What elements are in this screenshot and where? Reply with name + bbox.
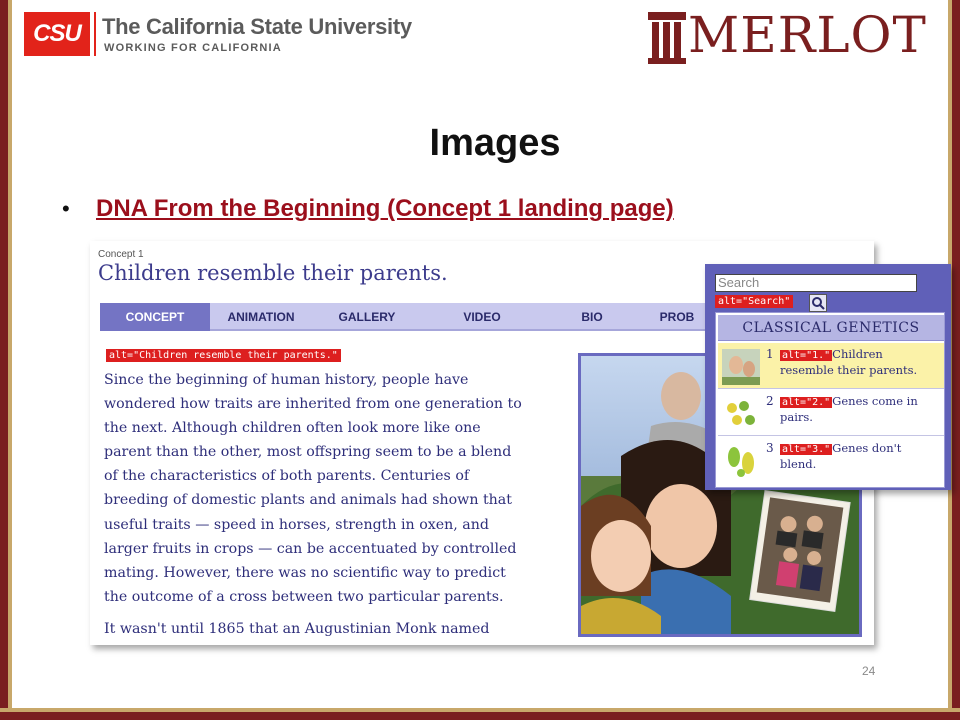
- slide-frame-left-accent: [8, 0, 12, 720]
- list-item-label-line2: resemble their parents.: [780, 363, 918, 377]
- list-item-text: [780, 441, 940, 472]
- alt-text-tag: alt="1.": [782, 350, 831, 361]
- slide-frame-bottom: [0, 712, 960, 720]
- genetics-topic-list: [715, 312, 945, 488]
- slide-frame-bottom-accent: [0, 708, 960, 712]
- csu-logo-divider: [94, 12, 96, 56]
- list-item-label: Genes come in: [832, 394, 918, 408]
- body-line: of the characteristics of both parents. Centuries of: [104, 468, 470, 485]
- classical-genetics-inset: [705, 264, 951, 490]
- list-item-label: Genes don't: [832, 441, 902, 455]
- list-item[interactable]: [718, 390, 944, 436]
- body-line: wondered how traits are inherited from one generation to: [104, 396, 522, 413]
- search-input[interactable]: Search: [715, 274, 917, 292]
- alt-text-tag: alt="3.": [782, 444, 831, 455]
- concept-label: Concept 1: [98, 249, 144, 260]
- peas-thumbnail-icon: [722, 396, 760, 432]
- bullet-icon: •: [62, 196, 70, 221]
- tab-problem[interactable]: PROB: [659, 310, 695, 324]
- family-thumbnail-icon: [722, 349, 760, 385]
- column-icon: [648, 12, 688, 64]
- concept-body-text: [104, 368, 564, 609]
- tab-bio[interactable]: BIO: [581, 310, 603, 324]
- body-line: mating. However, there was no scientific way to predict: [104, 564, 506, 581]
- list-item-label: Children: [832, 347, 883, 361]
- list-item-number: 3: [766, 441, 774, 455]
- alt-text-tag: alt="2.": [782, 397, 831, 408]
- list-item-number: 1: [766, 347, 774, 361]
- tab-video[interactable]: VIDEO: [463, 310, 501, 324]
- list-item-text: [780, 394, 940, 425]
- list-item-label-line2: blend.: [780, 457, 817, 471]
- tab-concept[interactable]: CONCEPT: [100, 303, 210, 331]
- body-line: useful traits — speed in horses, strength in oxen, and: [104, 516, 489, 533]
- csu-logo-name: The California State University: [102, 14, 412, 39]
- merlot-logo-text: MERLOT: [688, 6, 927, 64]
- slide-frame-right: [952, 0, 960, 720]
- pea-pods-thumbnail-icon: [722, 443, 760, 479]
- body-line: the outcome of a cross between two particular parents.: [104, 588, 504, 605]
- list-item-label-line2: pairs.: [780, 410, 813, 424]
- body-line: larger fruits in crops — can be accentuated by controlled: [104, 540, 517, 557]
- body-line: Since the beginning of human history, people have: [104, 372, 469, 388]
- search-alt-tag: alt="Search": [715, 295, 793, 308]
- tab-gallery[interactable]: GALLERY: [338, 310, 396, 324]
- concept-heading: Children resemble their parents.: [98, 261, 448, 285]
- list-item-number: 2: [766, 394, 774, 408]
- slide-frame-left: [0, 0, 8, 720]
- list-item-text: [780, 347, 940, 378]
- csu-logo-tagline: WORKING FOR CALIFORNIA: [104, 42, 282, 54]
- list-item[interactable]: [718, 437, 944, 483]
- list-item[interactable]: [718, 343, 944, 389]
- alt-text-tag: alt="Children resemble their parents.": [106, 349, 341, 362]
- body-continuation: It wasn't until 1865 that an Augustinian Monk named: [104, 621, 490, 637]
- page-number: 24: [862, 664, 876, 678]
- body-line: parent than the other, most offspring seem to be a blend: [104, 444, 512, 461]
- search-icon[interactable]: [809, 294, 827, 312]
- csu-logo: [24, 12, 412, 56]
- body-line: the next. Although children often look more like one: [104, 420, 481, 437]
- csu-logo-mark: CSU: [24, 12, 90, 56]
- dna-from-beginning-link[interactable]: DNA From the Beginning (Concept 1 landing page): [96, 195, 674, 222]
- merlot-logo: [648, 8, 938, 66]
- genetics-list-header: CLASSICAL GENETICS: [718, 315, 944, 341]
- tab-animation[interactable]: ANIMATION: [227, 310, 295, 324]
- slide-title: Images: [429, 122, 561, 164]
- body-line: breeding of domestic plants and animals had shown that: [104, 492, 512, 509]
